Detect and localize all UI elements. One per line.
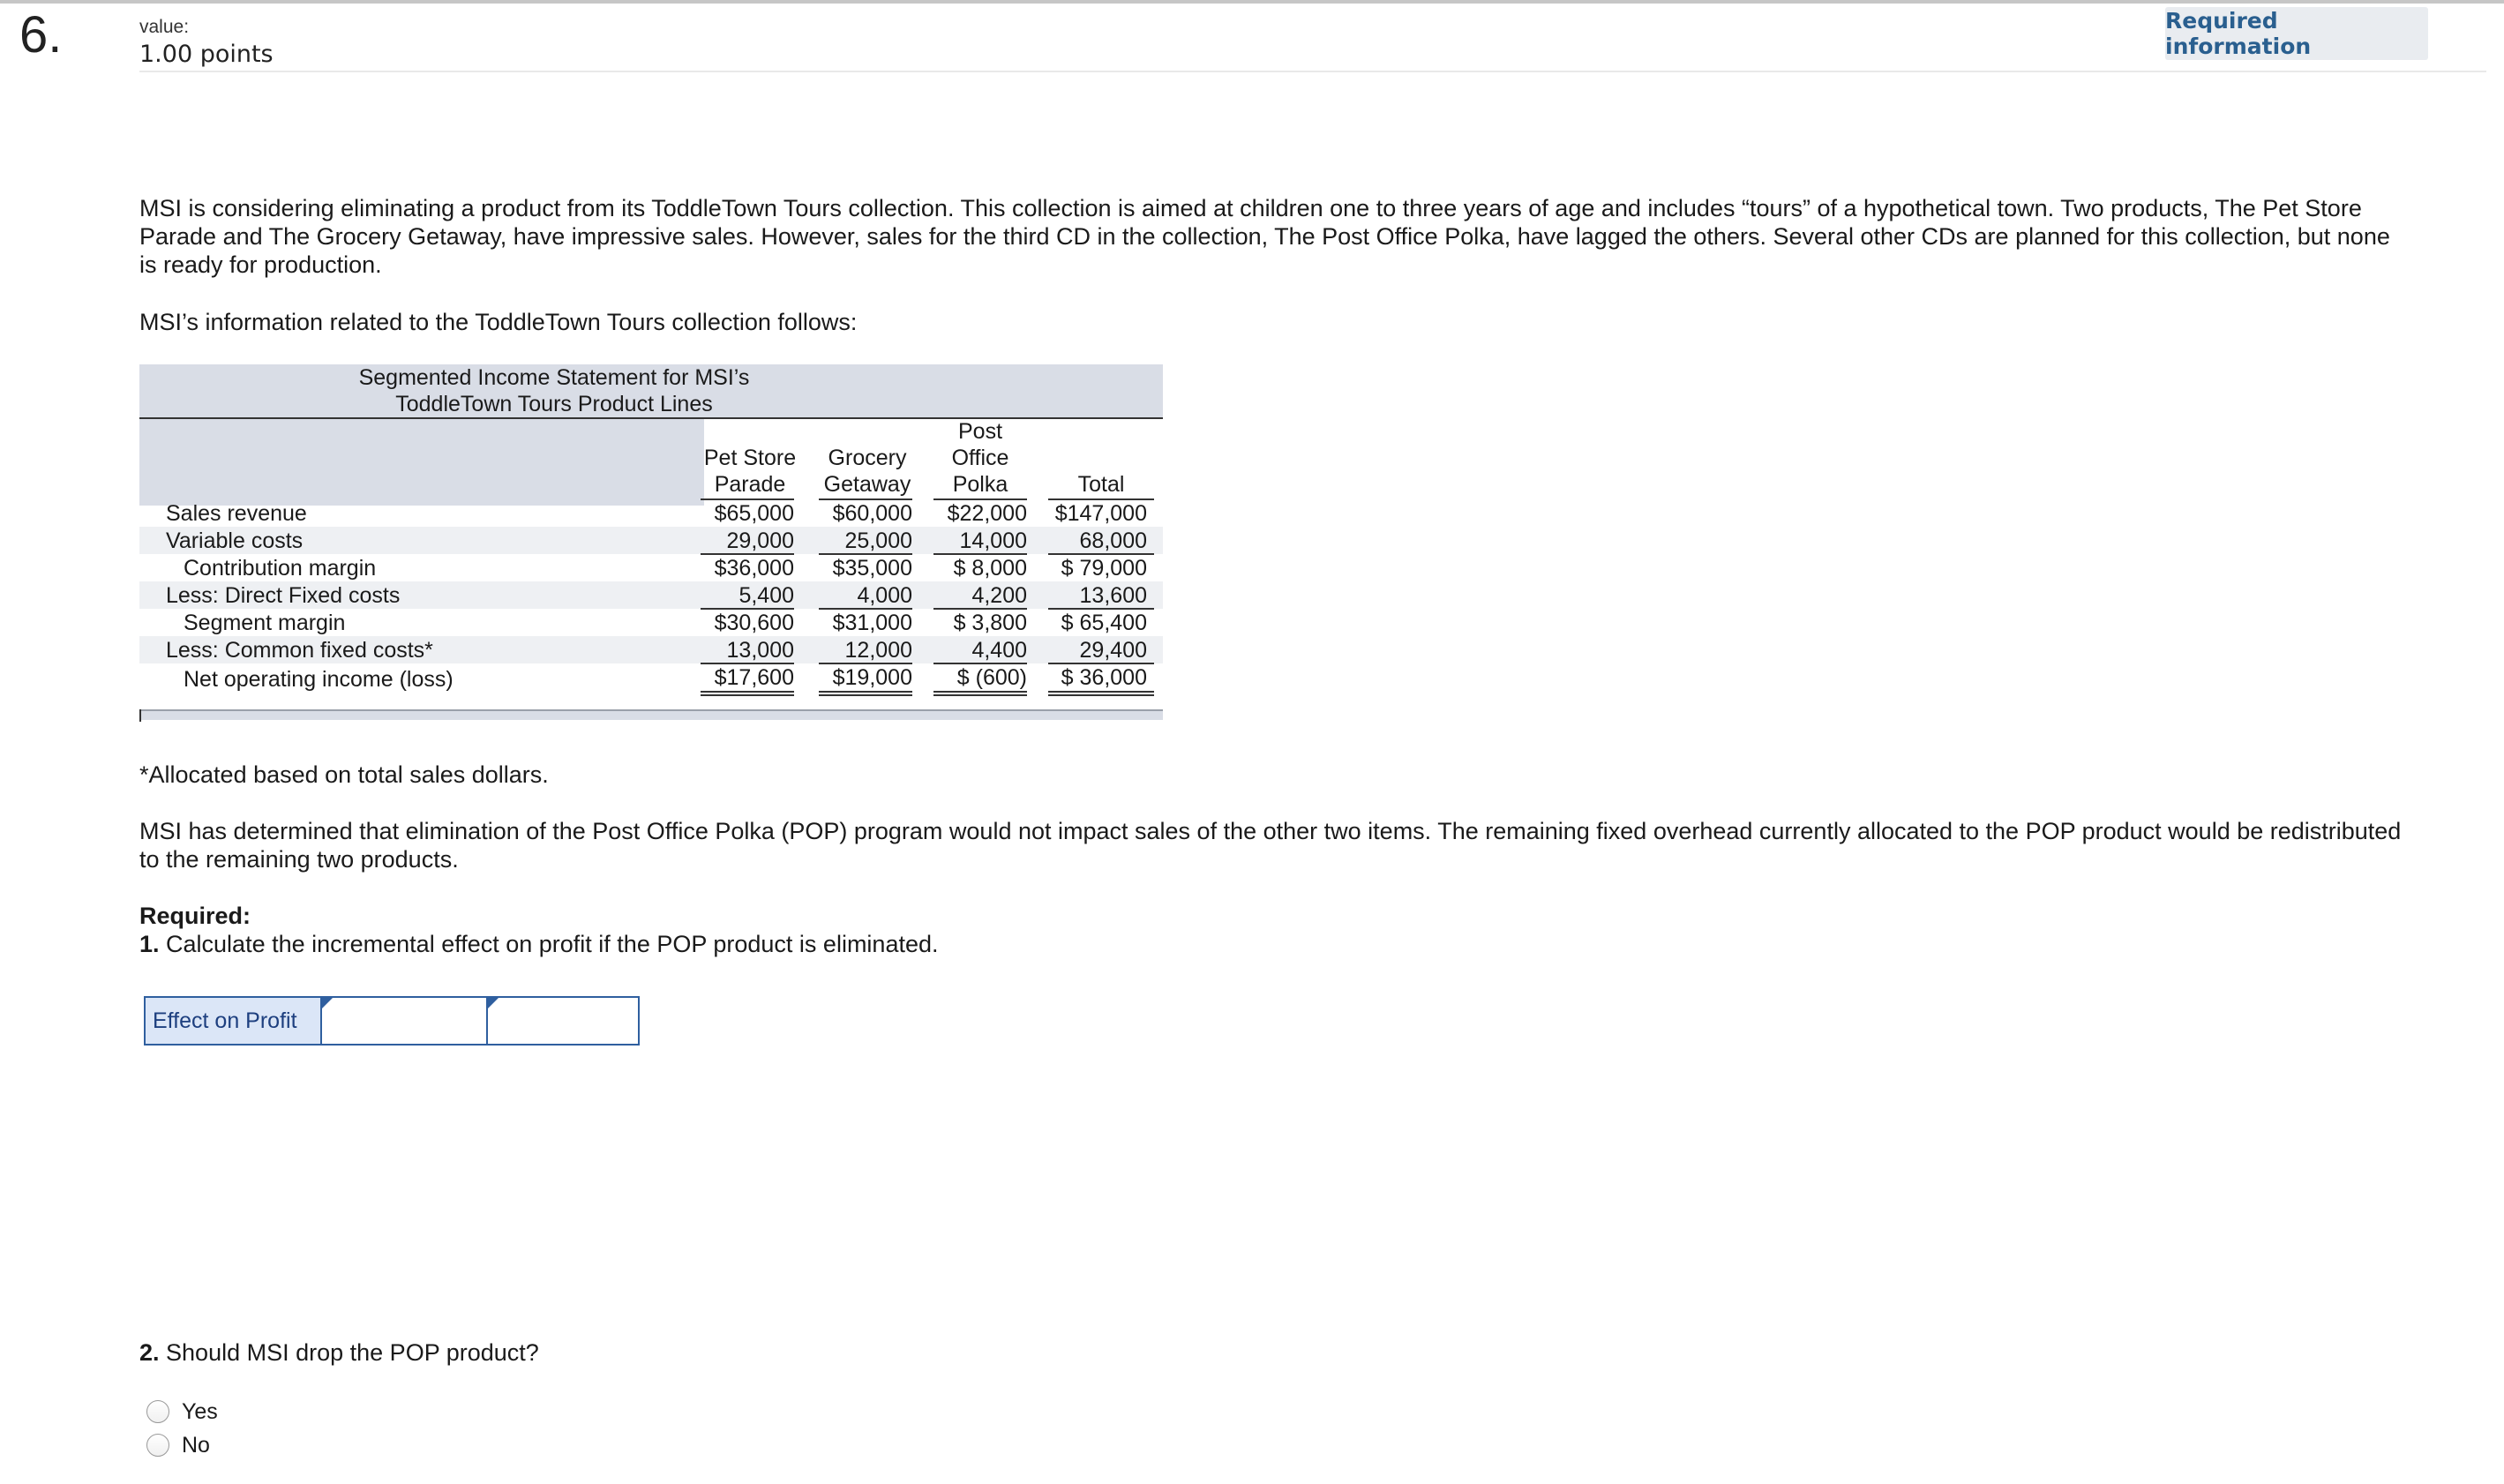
cell-post-segment-margin: $ 3,800 bbox=[953, 611, 1027, 635]
table-title-line-1: Segmented Income Statement for MSI’s bbox=[358, 365, 750, 390]
row-label-common-fixed-costs: Less: Common fixed costs* bbox=[166, 638, 433, 663]
elimination-line-1: MSI has determined that elimination of the Post Office Polka (POP) program would not impact sales of the other two items. The remaining fixed overhead currently allocated to the POP product would be redistributed bbox=[139, 818, 2402, 844]
cell-grocery-sales: $60,000 bbox=[832, 501, 912, 526]
cell-post-direct-fixed: 4,200 bbox=[971, 583, 1027, 608]
total-double-underline bbox=[701, 691, 794, 693]
row-label-sales-revenue: Sales revenue bbox=[166, 501, 307, 526]
cell-total-segment-margin: $ 65,400 bbox=[1061, 611, 1147, 635]
row-label-contribution-margin: Contribution margin bbox=[184, 556, 377, 581]
segmented-income-statement-table bbox=[139, 364, 1163, 720]
total-double-underline bbox=[1048, 691, 1154, 693]
cell-grocery-variable: 25,000 bbox=[844, 528, 912, 553]
row-label-variable-costs: Variable costs bbox=[166, 528, 304, 553]
question-2-number: 2. bbox=[139, 1339, 160, 1366]
cell-grocery-segment-margin: $31,000 bbox=[832, 611, 912, 635]
top-border bbox=[0, 0, 2504, 4]
cell-post-noi: $ (600) bbox=[956, 665, 1027, 690]
col-header-post-line1: Post bbox=[957, 419, 1003, 444]
cell-post-variable: 14,000 bbox=[959, 528, 1027, 553]
cell-pet-cm: $36,000 bbox=[714, 556, 794, 581]
cell-grocery-common-fixed: 12,000 bbox=[844, 638, 912, 663]
question-2-text: Should MSI drop the POP product? bbox=[159, 1339, 539, 1366]
total-double-underline bbox=[933, 694, 1027, 696]
table-footer-bar bbox=[139, 709, 1163, 720]
cell-grocery-cm: $35,000 bbox=[832, 556, 912, 581]
cell-total-direct-fixed: 13,600 bbox=[1079, 583, 1147, 608]
question-1 bbox=[139, 930, 939, 958]
cell-total-sales: $147,000 bbox=[1054, 501, 1147, 526]
effect-on-profit-input[interactable] bbox=[320, 998, 486, 1044]
cell-pet-segment-margin: $30,600 bbox=[714, 611, 794, 635]
radio-yes[interactable] bbox=[146, 1400, 169, 1423]
row-label-direct-fixed-costs: Less: Direct Fixed costs bbox=[166, 583, 401, 608]
effect-on-profit-row bbox=[144, 996, 640, 1046]
cell-pet-noi: $17,600 bbox=[714, 665, 794, 690]
col-header-post-line2: Office bbox=[951, 446, 1009, 470]
intro-line-1: MSI is considering eliminating a product from its ToddleTown Tours collection. This collection is aimed at children one to three years of age and includes “tours” of a hypothetical town. Two products, The Pet Store bbox=[139, 195, 2362, 221]
cell-pet-direct-fixed: 5,400 bbox=[738, 583, 794, 608]
cell-pet-variable: 29,000 bbox=[726, 528, 794, 553]
points-value: 1.00 points bbox=[139, 41, 274, 68]
cell-pet-sales: $65,000 bbox=[714, 501, 794, 526]
header-divider bbox=[139, 71, 2486, 72]
col-header-pet-line2: Parade bbox=[714, 472, 786, 497]
total-double-underline bbox=[933, 691, 1027, 693]
total-double-underline bbox=[819, 694, 912, 696]
cell-total-noi: $ 36,000 bbox=[1061, 665, 1147, 690]
cell-post-cm: $ 8,000 bbox=[953, 556, 1027, 581]
table-header-shade bbox=[139, 419, 704, 506]
table-title-line-2: ToddleTown Tours Product Lines bbox=[395, 392, 713, 416]
question-2 bbox=[139, 1338, 539, 1367]
cell-total-cm: $ 79,000 bbox=[1061, 556, 1147, 581]
intro-line-2: Parade and The Grocery Getaway, have impressive sales. However, sales for the third CD in the collection, The Post Office Polka, have lagged the others. Several other CDs are planned for this collection, but none bbox=[139, 223, 2390, 250]
cell-grocery-noi: $19,000 bbox=[832, 665, 912, 690]
option-yes-label[interactable]: Yes bbox=[182, 1399, 218, 1424]
col-header-grocery-line2: Getaway bbox=[823, 472, 911, 497]
col-header-total: Total bbox=[1077, 472, 1125, 497]
cell-post-sales: $22,000 bbox=[947, 501, 1027, 526]
option-yes[interactable] bbox=[146, 1398, 218, 1425]
intro-line-3: is ready for production. bbox=[139, 251, 382, 278]
input-corner-icon bbox=[488, 998, 499, 1008]
question-number: 6. bbox=[19, 6, 63, 64]
question-1-number: 1. bbox=[139, 931, 160, 957]
cell-pet-common-fixed: 13,000 bbox=[726, 638, 794, 663]
option-no-label[interactable]: No bbox=[182, 1433, 210, 1458]
required-information-button[interactable]: Required information bbox=[2165, 7, 2428, 60]
cell-post-common-fixed: 4,400 bbox=[971, 638, 1027, 663]
table-footer-edge bbox=[139, 709, 141, 722]
info-line: MSI’s information related to the ToddleTown Tours collection follows: bbox=[139, 309, 858, 335]
col-header-pet-line1: Pet Store bbox=[703, 446, 797, 470]
col-header-grocery-line1: Grocery bbox=[828, 446, 907, 470]
value-label: value: bbox=[139, 17, 190, 37]
col-header-post-line3: Polka bbox=[952, 472, 1008, 497]
cell-grocery-direct-fixed: 4,000 bbox=[857, 583, 912, 608]
cell-total-common-fixed: 29,400 bbox=[1079, 638, 1147, 663]
value-block bbox=[139, 16, 274, 71]
effect-direction-select[interactable] bbox=[486, 998, 638, 1044]
total-double-underline bbox=[819, 691, 912, 693]
required-heading: Required: bbox=[139, 903, 251, 929]
question-1-text: Calculate the incremental effect on profit if the POP product is eliminated. bbox=[159, 931, 939, 957]
radio-no[interactable] bbox=[146, 1434, 169, 1457]
row-label-segment-margin: Segment margin bbox=[184, 611, 346, 635]
total-double-underline bbox=[1048, 694, 1154, 696]
cell-total-variable: 68,000 bbox=[1079, 528, 1147, 553]
footnote: *Allocated based on total sales dollars. bbox=[139, 761, 549, 788]
option-no[interactable] bbox=[146, 1432, 210, 1458]
row-label-net-operating-income: Net operating income (loss) bbox=[184, 667, 454, 692]
effect-on-profit-label: Effect on Profit bbox=[146, 998, 320, 1044]
input-corner-icon bbox=[322, 998, 333, 1008]
total-double-underline bbox=[701, 694, 794, 696]
elimination-line-2: to the remaining two products. bbox=[139, 846, 459, 873]
